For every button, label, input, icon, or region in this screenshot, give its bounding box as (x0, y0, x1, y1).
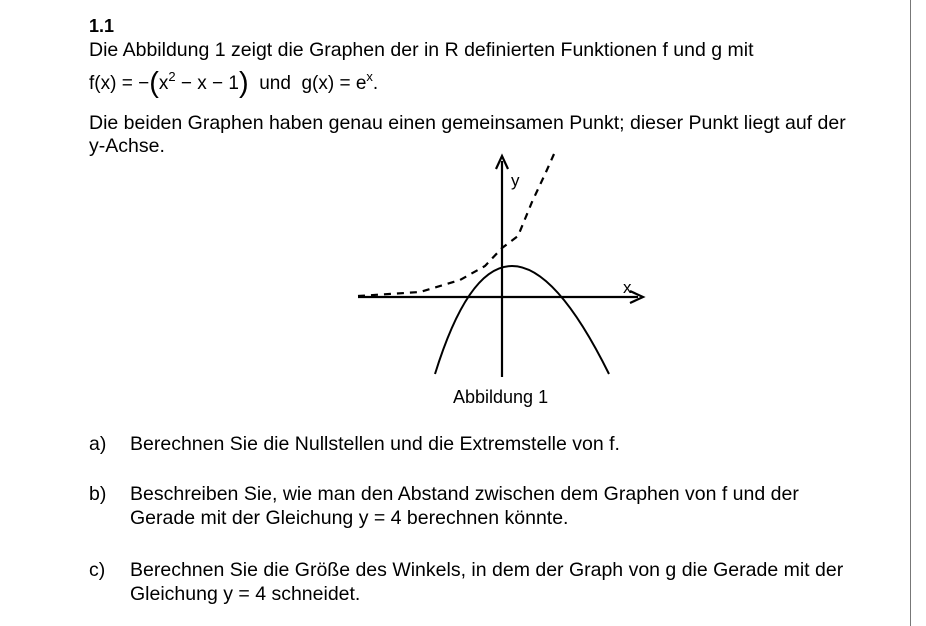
f-lhs: f(x) = − (89, 73, 150, 94)
task-a-line-1: Berechnen Sie die Nullstellen und die Extremstelle von f. (130, 433, 620, 455)
task-a-label: a) (89, 433, 107, 455)
figure-caption: Abbildung 1 (453, 387, 549, 407)
connector-und: und (259, 73, 291, 94)
paren-close: ) (238, 67, 249, 99)
formula-end: . (372, 73, 379, 94)
function-graph (350, 152, 650, 382)
task-c-label: c) (89, 559, 106, 581)
graph-f-parabola (435, 266, 609, 374)
task-b-line-1: Beschreiben Sie, wie man den Abstand zwischen dem Graphen von f und der (130, 483, 799, 505)
task-c-line-2: Gleichung y = 4 schneidet. (130, 583, 361, 605)
intro-line-2b: y-Achse. (89, 135, 165, 157)
x-base: x (158, 73, 169, 94)
task-c-line-1: Berechnen Sie die Größe des Winkels, in dem der Graph von g die Gerade mit der (130, 559, 844, 581)
exponent-x: x (366, 69, 373, 84)
exponent-2: 2 (168, 69, 176, 84)
intro-line-1: Die Abbildung 1 zeigt die Graphen der in R definierten Funktionen f und g mit (89, 39, 754, 61)
x-axis-label: x (623, 278, 632, 297)
f-rest: − x − 1 (175, 73, 239, 94)
function-definitions (89, 67, 379, 99)
task-b-label: b) (89, 483, 107, 505)
section-number: 1.1 (89, 16, 115, 36)
g-lhs: g(x) = e (301, 73, 367, 94)
paren-open: ( (149, 67, 159, 99)
intro-line-2a: Die beiden Graphen haben genau einen gemeinsamen Punkt; dieser Punkt liegt auf der (89, 112, 846, 134)
graph-g-exponential (358, 154, 554, 296)
y-axis-label: y (511, 171, 520, 190)
task-b-line-2: Gerade mit der Gleichung y = 4 berechnen könnte. (130, 507, 569, 529)
